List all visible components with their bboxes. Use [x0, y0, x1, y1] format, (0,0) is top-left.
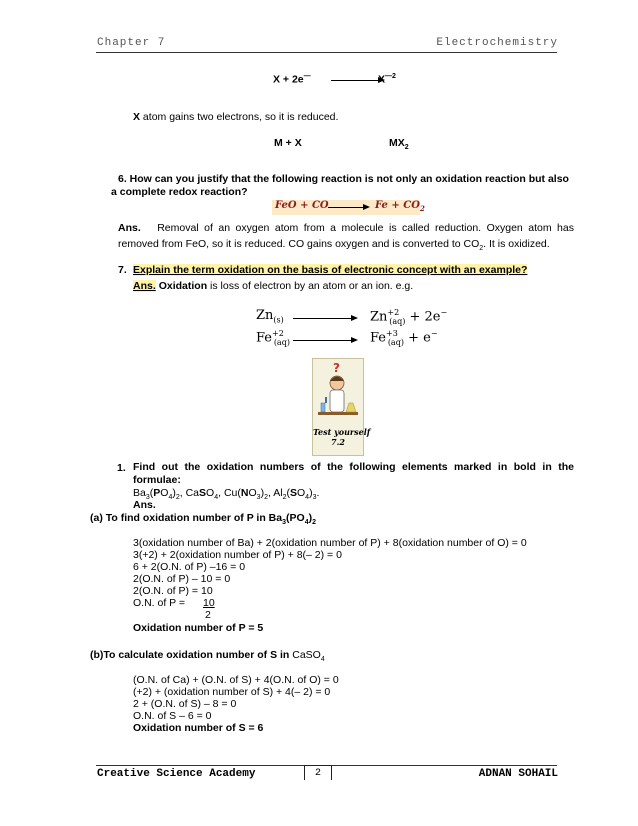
part-a-line-5: 2(O.N. of P) = 10 [133, 585, 213, 597]
scientist-icon [313, 359, 363, 429]
part-a-fraction-numerator: 10 [203, 597, 215, 609]
q1-line1: Find out the oxidation numbers of the following elements marked in bold in the [133, 461, 574, 473]
q6-answer-line2: removed from FeO, so it is reduced. CO gains oxygen and is converted to $CO_2$. It is oxidized. [118, 238, 550, 253]
eq1-note: X atom gains two electrons, so it is reduced. [133, 111, 339, 123]
footer-academy: Creative Science Academy [97, 768, 256, 780]
formula-4: $Al_2(SO_4)_3$. [273, 487, 320, 502]
part-a-line-6: O.N. of P = [133, 597, 186, 609]
part-b-line-4: O.N. of S – 6 = 0 [133, 710, 212, 722]
q7-reaction1-arrow [293, 318, 356, 319]
part-a-result: Oxidation number of P = 5 [133, 622, 264, 634]
formula-2: CaSO$_4$, [185, 487, 224, 502]
header-title: Electrochemistry [436, 37, 558, 49]
q1-ans-label: Ans. [133, 499, 156, 511]
q7-question: Explain the term oxidation on the basis of electronic concept with an example? [133, 264, 528, 276]
q1-formulae [133, 488, 319, 504]
header-chapter: Chapter 7 [97, 37, 166, 49]
part-b-title: (b)To calculate oxidation number of S in CaSO$_4$ [90, 649, 325, 664]
q1-line2: formulae: [133, 474, 181, 486]
q7-reaction2-right: $Fe^{+3}_{(aq)} + e^-$ [370, 329, 438, 347]
formula-3: $Cu(NO_3)_2$, [223, 487, 274, 502]
svg-text:?: ? [333, 361, 340, 375]
eq2-right: $MX_2$ [389, 137, 409, 152]
formula-1: $Ba_3(PO_4)_2$, [133, 487, 186, 502]
test-yourself-badge [312, 358, 371, 456]
footer-page-number: 2 [314, 768, 321, 779]
part-b-line-2: (+2) + (oxidation number of S) + 4(– 2) = 0 [133, 686, 331, 698]
badge-title: Test yourself [313, 427, 371, 437]
q7-reaction1-right: $Zn^{+2}_{(aq)} + 2e^-$ [370, 308, 448, 326]
q7-reaction2-arrow [293, 340, 356, 341]
q7-answer: Ans. Oxidation is loss of electron by an atom or an ion. e.g. [133, 280, 414, 292]
part-a-line-4: 2(O.N. of P) – 10 = 0 [133, 573, 231, 585]
eq2-left: M + X [274, 137, 302, 149]
q7-reaction1-left: $Zn_{(s)}$ [256, 308, 284, 325]
q7-reaction2-left: $Fe^{+2}_{(aq)}$ [256, 329, 290, 347]
eq1-right: $X^{—2}$ [378, 73, 396, 86]
part-a-title: (a) To find oxidation number of P in $Ba_3(PO_4)_2$ [90, 512, 316, 527]
part-b-result: Oxidation number of S = 6 [133, 722, 264, 734]
part-a-line-1: 3(oxidation number of Ba) + 2(oxidation number of P) + 8(oxidation number of O) = 0 [133, 537, 527, 549]
footer-page-box [304, 765, 332, 780]
q6-line1: 6. How can you justify that the following reaction is not only an oxidation reaction but also [118, 173, 569, 185]
eq1-arrow [331, 80, 383, 81]
part-a-line-2: 3(+2) + 2(oxidation number of P) + 8(– 2) = 0 [133, 549, 342, 561]
q6-answer-line1: Ans. Removal of an oxygen atom from a molecule is called reduction. Oxygen atom has [118, 222, 574, 234]
q6-reaction-left: FeO + CO [275, 200, 329, 211]
q1-number: 1. [117, 462, 126, 474]
q6-reaction-right: $Fe + CO_2$ [375, 200, 425, 213]
part-b-line-3: 2 + (O.N. of S) – 8 = 0 [133, 698, 237, 710]
eq1-left: X + 2e— [273, 73, 311, 86]
part-a-line-3: 6 + 2(O.N. of P) –16 = 0 [133, 561, 246, 573]
q6-reaction-arrow [328, 207, 368, 208]
q6-line2: a complete redox reaction? [111, 186, 248, 198]
header-rule [96, 52, 557, 53]
q7-number: 7. [118, 264, 127, 276]
footer-author: ADNAN SOHAIL [478, 768, 558, 780]
badge-number: 7.2 [331, 437, 345, 447]
part-a-fraction-denominator: 2 [205, 609, 211, 621]
q6-reaction-image [272, 200, 425, 215]
part-b-line-1: (O.N. of Ca) + (O.N. of S) + 4(O.N. of O) = 0 [133, 674, 339, 686]
